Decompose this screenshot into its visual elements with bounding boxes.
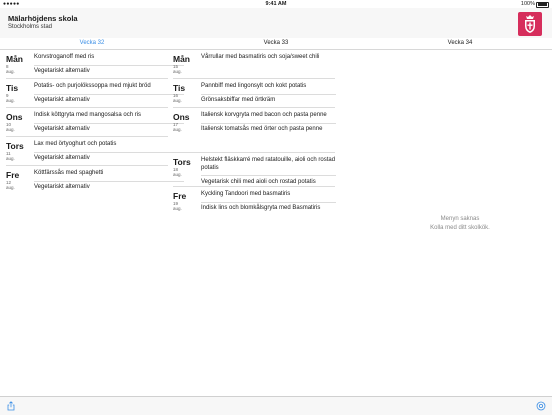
settings-icon[interactable] <box>536 401 546 411</box>
day-name: Ons <box>6 112 23 122</box>
meal-item: Vegetariskt alternativ <box>34 97 90 104</box>
day-name: Fre <box>173 191 187 201</box>
day-date: 9 aug. <box>6 93 15 103</box>
day-divider <box>6 78 168 79</box>
day-divider <box>173 152 335 153</box>
school-logo[interactable] <box>518 12 542 36</box>
day-name: Fre <box>6 170 20 180</box>
meal-item: Vegetariskt alternativ <box>34 155 90 162</box>
meal-divider <box>34 181 184 182</box>
meal-divider <box>34 65 184 66</box>
meal-divider <box>34 152 184 153</box>
status-time: 9:41 AM <box>265 0 287 7</box>
meal-divider <box>201 175 336 176</box>
day-divider <box>173 107 335 108</box>
bottom-toolbar <box>0 396 552 415</box>
meal-list <box>201 157 336 190</box>
meal-list <box>201 112 336 137</box>
meal-item: Potatis- och purjolökssoppa med mjukt bröd <box>34 83 151 89</box>
week-tabs <box>0 38 552 49</box>
day-divider <box>173 78 335 79</box>
meal-list <box>34 83 184 108</box>
meal-item: Indisk lins och blomkålsgryta med Basmatiris <box>201 205 321 212</box>
tab-vecka-33[interactable]: Vecka 33 <box>263 40 289 46</box>
meal-item: Korvstroganoff med ris <box>34 54 95 60</box>
meal-divider <box>34 94 184 95</box>
meal-divider <box>201 94 336 95</box>
meal-item: Italiensk korvgryta med bacon och pasta penne <box>201 112 327 118</box>
tab-vecka-34[interactable]: Vecka 34 <box>447 40 473 46</box>
meal-item: Vårrullar med basmatiris och soja/sweet chili <box>201 54 320 60</box>
meal-list <box>34 141 184 166</box>
day-date: 11 aug. <box>6 151 15 161</box>
meal-divider <box>34 123 184 124</box>
day-name: Mån <box>6 54 23 64</box>
meal-divider <box>201 123 336 124</box>
day-date: 19 aug. <box>173 201 182 211</box>
status-bar <box>0 0 552 8</box>
meal-item: Vegetariskt alternativ <box>34 68 90 75</box>
day-name: Tis <box>173 83 186 93</box>
battery-percent: 100% <box>520 0 535 7</box>
meal-list <box>34 112 184 137</box>
day-name: Tis <box>6 83 19 93</box>
day-divider <box>6 136 168 137</box>
day-divider <box>6 107 168 108</box>
meal-item: Lax med örtyoghurt och potatis <box>34 141 117 147</box>
meal-item: Helstekt fläskkarré med ratatouille, aioli och rostad potatis <box>201 157 336 171</box>
meal-item: Vegetariskt alternativ <box>34 184 90 191</box>
tab-vecka-32[interactable]: Vecka 32 <box>79 40 105 46</box>
app-header <box>0 8 552 38</box>
day-date: 18 aug. <box>173 167 182 177</box>
meal-item: Vegetarisk chili med aioli och rostad potatis <box>201 179 316 186</box>
day-name: Tors <box>173 157 191 167</box>
day-date: 8 aug. <box>6 64 15 74</box>
day-divider <box>173 186 335 187</box>
meal-item: Vegetariskt alternativ <box>34 126 90 133</box>
meal-item: Pannbiff med lingonsylt och kokt potatis <box>201 83 307 89</box>
day-date: 16 aug. <box>173 93 182 103</box>
meal-item: Indisk köttgryta med mangosalsa och ris <box>34 112 142 118</box>
day-divider <box>6 165 168 166</box>
school-name: Mälarhöjdens skola <box>8 14 78 23</box>
crest-icon <box>518 12 542 36</box>
empty-menu-title: Menyn saknas <box>440 216 480 222</box>
day-date: 15 aug. <box>173 64 182 74</box>
day-name: Tors <box>6 141 24 151</box>
empty-menu-hint: Kolla med ditt skolkök. <box>430 225 490 231</box>
meal-list <box>201 191 336 216</box>
day-name: Mån <box>173 54 190 64</box>
day-date: 10 aug. <box>6 122 15 132</box>
school-city: Stockholms stad <box>8 23 53 30</box>
meal-item: Italiensk tomatsås med örter och pasta penne <box>201 126 323 133</box>
meal-list <box>201 54 336 65</box>
day-date: 17 aug. <box>173 122 182 132</box>
meal-list <box>201 83 336 108</box>
meal-list <box>34 54 184 79</box>
meal-item: Kyckling Tandoori med basmatiris <box>201 191 291 197</box>
empty-menu-message <box>368 215 552 233</box>
meal-divider <box>201 202 336 203</box>
tab-divider <box>0 49 552 50</box>
signal-indicator: ●●●●● <box>3 1 20 7</box>
meal-list <box>34 170 184 195</box>
day-date: 12 aug. <box>6 180 15 190</box>
meal-item: Grönsaksbiffar med örtkräm <box>201 97 276 104</box>
day-name: Ons <box>173 112 190 122</box>
meal-item: Köttfärssås med spaghetti <box>34 170 104 176</box>
share-icon[interactable] <box>6 401 16 411</box>
